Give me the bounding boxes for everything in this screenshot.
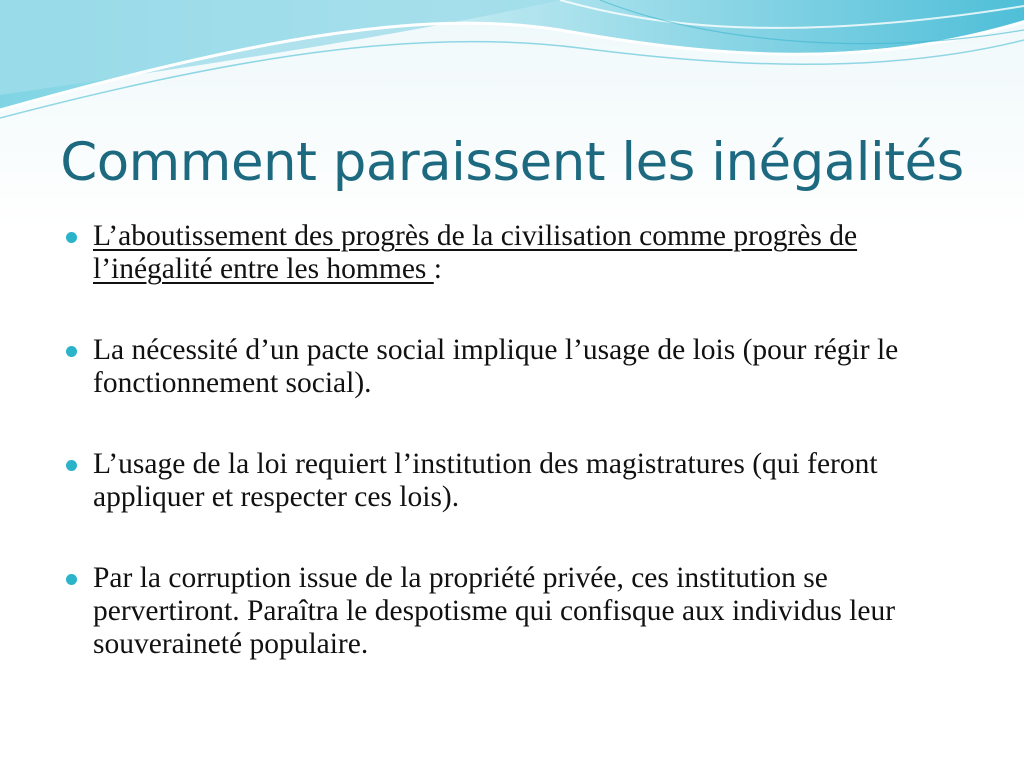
bullet-dot-icon	[66, 232, 77, 243]
bullet-underlined-text: L’aboutissement des progrès de la civilisation comme progrès de l’inégalité entre les hommes	[93, 220, 858, 285]
bullet-item-4	[66, 562, 966, 661]
bullet-item-2	[66, 334, 966, 400]
bullet-item-1	[66, 220, 966, 286]
bullet-text: Par la corruption issue de la propriété privée, ces institution se pervertiront. Paraîtra le despotisme qui confisque aux individus leur souveraineté populaire.	[93, 562, 896, 660]
bullet-dot-icon	[66, 460, 77, 471]
bullet-list	[66, 220, 966, 709]
bullet-dot-icon	[66, 574, 77, 585]
bullet-item-3	[66, 448, 966, 514]
bullet-text: La nécessité d’un pacte social implique l’usage de lois (pour régir le fonctionnement social).	[93, 334, 899, 399]
bullet-dot-icon	[66, 346, 77, 357]
bullet-text: L’usage de la loi requiert l’institution des magistratures (qui feront appliquer et respecter ces lois).	[93, 448, 878, 513]
slide-title: Comment paraissent les inégalités	[60, 132, 964, 193]
decorative-wave-banner	[0, 0, 1024, 130]
bullet-text: :	[433, 253, 442, 285]
